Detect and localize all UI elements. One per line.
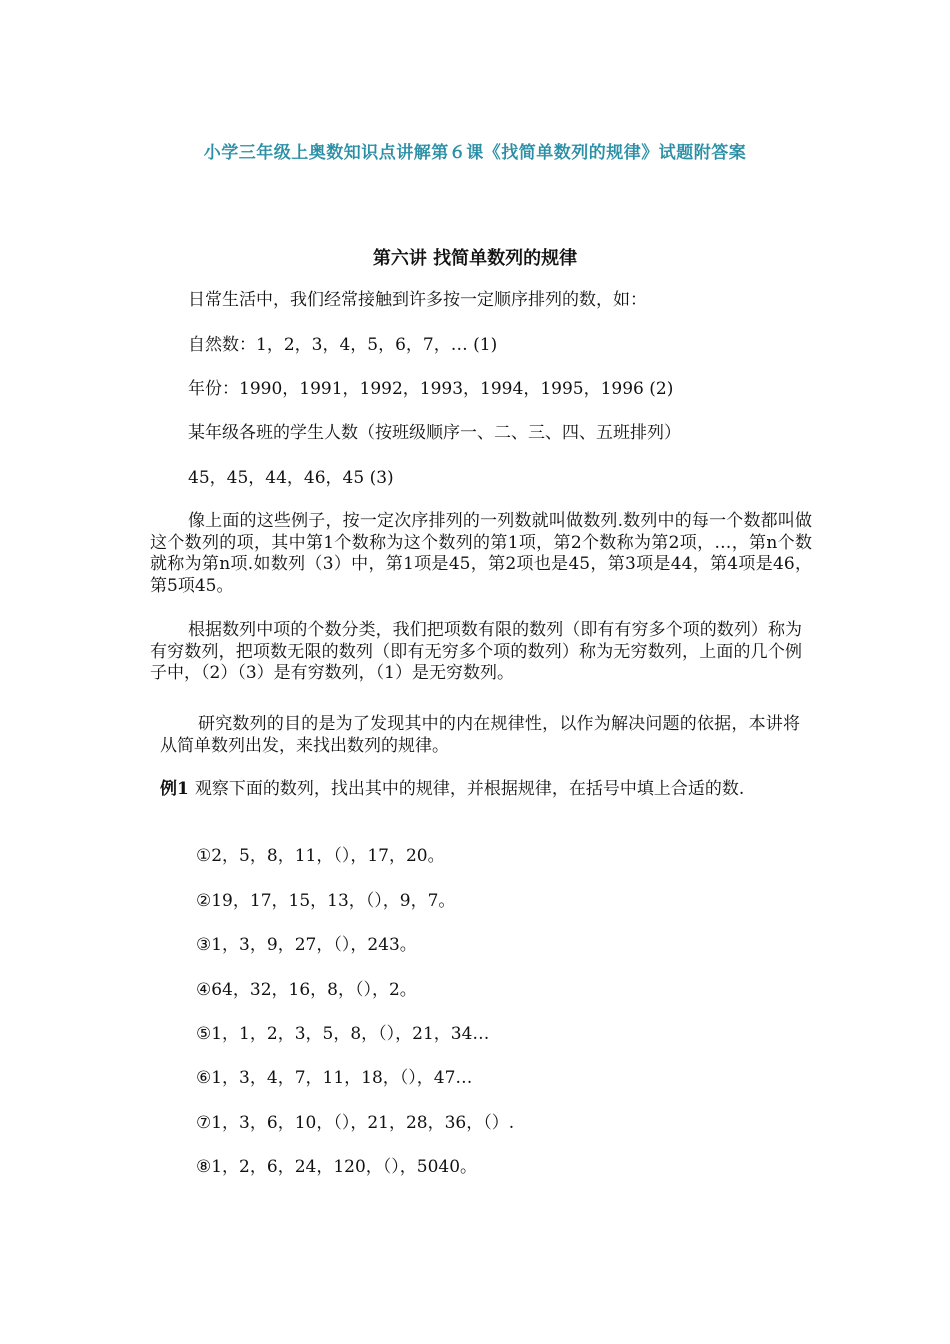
question-item: ①2，5，8，11，（），17，20。: [196, 846, 445, 866]
example-years: 年份：1990，1991，1992，1993，1994，1995，1996 (2): [188, 379, 674, 399]
question-item: ⑥1，3，4，7，11，18，（），47…: [196, 1068, 473, 1088]
lecture-heading: 第六讲 找简单数列的规律: [372, 248, 578, 269]
paragraph-purpose: 研究数列的目的是为了发现其中的内在规律性，以作为解决问题的依据，本讲将从简单数列出发，来找出数列的规律。: [160, 714, 800, 756]
example-class-description: 某年级各班的学生人数（按班级顺序一、二、三、四、五班排列）: [188, 423, 681, 443]
intro-text: 日常生活中，我们经常接触到许多按一定顺序排列的数，如：: [188, 290, 647, 310]
example1-heading: [160, 778, 800, 800]
example-class-values: 45，45，44，46，45 (3): [188, 468, 394, 488]
document-title: 小学三年级上奥数知识点讲解第６课《找简单数列的规律》试题附答案: [203, 143, 747, 163]
paragraph-definition: 像上面的这些例子，按一定次序排列的一列数就叫做数列.数列中的每一个数都叫做这个数列的项，其中第1个数称为这个数列的第1项，第2个数称为第2项，…，第n个数就称为第n项.如数列（3）中，第1项是45，第2项也是45，第3项是44，第4项是46，第5项45。: [150, 511, 812, 596]
question-item: ⑤1，1，2，3，5，8，（），21，34…: [196, 1024, 490, 1044]
question-item: ③1，3，9，27，（），243。: [196, 935, 417, 955]
question-item: ④64，32，16，8，（），2。: [196, 980, 417, 1000]
example1-text: 观察下面的数列，找出其中的规律，并根据规律，在括号中填上合适的数.: [194, 779, 745, 799]
example-natural-numbers: 自然数：1，2，3，4，5，6，7，… (1): [188, 335, 498, 355]
example1-label: 例1: [160, 779, 189, 799]
question-item: ⑧1，2，6，24，120，（），5040。: [196, 1157, 478, 1177]
paragraph-classification: 根据数列中项的个数分类，我们把项数有限的数列（即有有穷多个项的数列）称为有穷数列，把项数无限的数列（即有无穷多个项的数列）称为无穷数列，上面的几个例子中，（2）（3）是有穷数列，（1）是无穷数列。: [150, 620, 802, 683]
question-item: ⑦1，3，6，10，（），21，28，36，（）.: [196, 1113, 515, 1133]
question-item: ②19，17，15，13，（），9，7。: [196, 891, 456, 911]
